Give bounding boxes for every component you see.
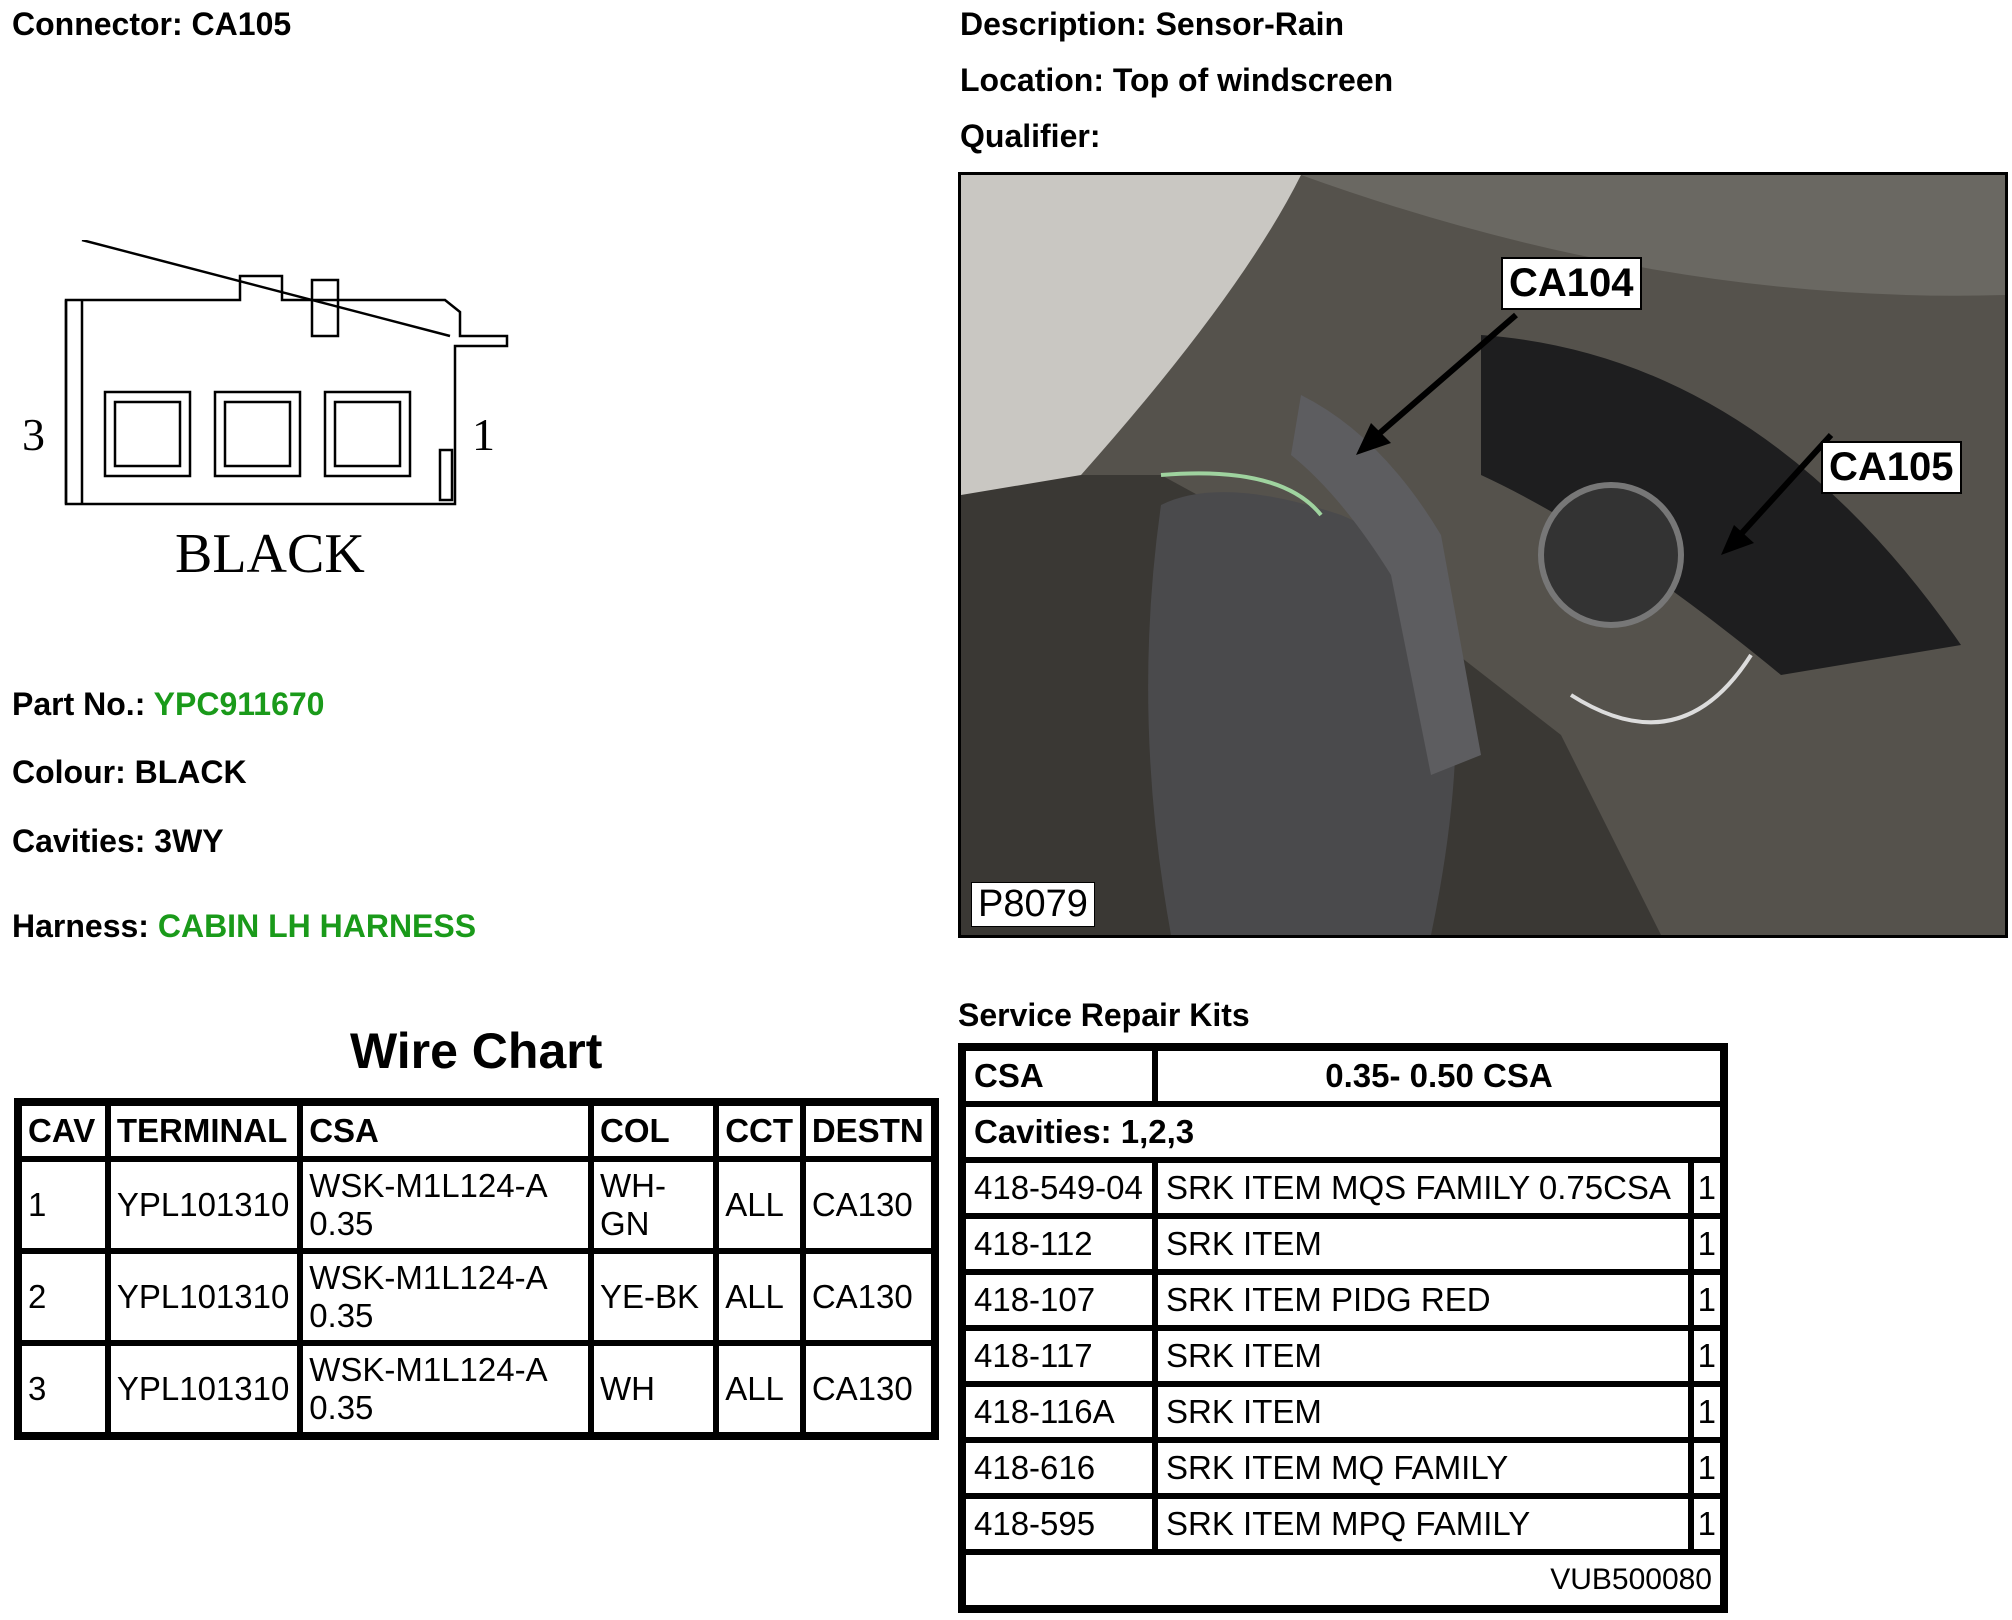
cavities-line (12, 823, 224, 860)
part-no-line (12, 686, 324, 723)
table-row (19, 1343, 934, 1435)
qualifier-label: Qualifier: (960, 118, 1101, 154)
srk-code: 418-117 (963, 1328, 1155, 1384)
connector-value: CA105 (191, 6, 292, 42)
table-row (963, 1160, 1723, 1216)
srk-cavities-row (963, 1104, 1723, 1160)
harness-line (12, 908, 476, 945)
pin-label-left: 3 (22, 409, 45, 460)
srk-code: 418-116A (963, 1384, 1155, 1440)
csa-line1: WSK-M1L124-A (309, 1167, 548, 1204)
srk-csa-value: 0.35- 0.50 CSA (1155, 1048, 1723, 1104)
colour-line (12, 754, 247, 791)
col-csa: CSA (300, 1103, 591, 1159)
csa-line2: 0.35 (309, 1297, 374, 1334)
cell-cav: 2 (19, 1251, 108, 1343)
cell-cav: 3 (19, 1343, 108, 1435)
harness-label: Harness: (12, 908, 149, 944)
part-no-label: Part No.: (12, 686, 146, 722)
srk-csa-row (963, 1048, 1723, 1104)
csa-line2: 0.35 (309, 1205, 374, 1242)
colour-value: BLACK (134, 754, 247, 790)
part-no-value: YPC911670 (153, 686, 325, 722)
srk-qty: 1 (1691, 1328, 1723, 1384)
description-line (960, 6, 1344, 43)
srk-qty: 1 (1691, 1496, 1723, 1552)
cell-cct: ALL (716, 1343, 803, 1435)
srk-qty: 1 (1691, 1160, 1723, 1216)
table-row (963, 1384, 1723, 1440)
wire-chart-header-row (19, 1103, 934, 1159)
col-cct: CCT (716, 1103, 803, 1159)
cell-destn: CA130 (803, 1251, 934, 1343)
srk-desc: SRK ITEM MQS FAMILY 0.75CSA (1155, 1160, 1691, 1216)
cell-destn: CA130 (803, 1343, 934, 1435)
wire-chart-table (14, 1098, 939, 1440)
colour-label: Colour: (12, 754, 126, 790)
srk-csa-label: CSA (963, 1048, 1155, 1104)
srk-desc: SRK ITEM MQ FAMILY (1155, 1440, 1691, 1496)
col-cav: CAV (19, 1103, 108, 1159)
col-terminal: TERMINAL (108, 1103, 300, 1159)
table-row (963, 1496, 1723, 1552)
connector-label: Connector: (12, 6, 183, 42)
csa-line1: WSK-M1L124-A (309, 1259, 548, 1296)
cell-cct: ALL (716, 1159, 803, 1251)
description-label: Description: (960, 6, 1147, 42)
col-line2: GN (599, 1205, 650, 1242)
srk-qty: 1 (1691, 1440, 1723, 1496)
table-row (19, 1251, 934, 1343)
location-label: Location: (960, 62, 1104, 98)
col-destn: DESTN (803, 1103, 934, 1159)
srk-table (958, 1043, 1728, 1613)
table-row (963, 1440, 1723, 1496)
srk-code: 418-595 (963, 1496, 1155, 1552)
csa-line2: 0.35 (309, 1389, 374, 1426)
cell-cct: ALL (716, 1251, 803, 1343)
srk-desc: SRK ITEM PIDG RED (1155, 1272, 1691, 1328)
cavity-1 (325, 392, 410, 476)
connector-drawing (10, 240, 530, 600)
cell-cav: 1 (19, 1159, 108, 1251)
table-row (963, 1328, 1723, 1384)
cell-terminal: YPL101310 (108, 1251, 300, 1343)
description-value: Sensor-Rain (1155, 6, 1345, 42)
cell-col (591, 1159, 716, 1251)
srk-desc: SRK ITEM (1155, 1328, 1691, 1384)
drawing-color-label: BLACK (175, 523, 365, 585)
srk-footer-row (963, 1552, 1723, 1608)
srk-desc: SRK ITEM MPQ FAMILY (1155, 1496, 1691, 1552)
srk-code: 418-549-04 (963, 1160, 1155, 1216)
srk-footer-code: VUB500080 (963, 1552, 1723, 1608)
photo-id: P8079 (971, 882, 1095, 927)
wire-chart-title: Wire Chart (350, 1023, 603, 1079)
col-line1: WH- (599, 1167, 666, 1204)
location-value: Top of windscreen (1112, 62, 1394, 98)
srk-title: Service Repair Kits (958, 997, 1250, 1033)
cell-destn: CA130 (803, 1159, 934, 1251)
srk-desc: SRK ITEM (1155, 1216, 1691, 1272)
srk-desc: SRK ITEM (1155, 1384, 1691, 1440)
table-row (963, 1272, 1723, 1328)
cell-csa (300, 1343, 591, 1435)
table-row (963, 1216, 1723, 1272)
photo-illustration (961, 175, 2005, 935)
cell-csa (300, 1159, 591, 1251)
srk-code: 418-616 (963, 1440, 1155, 1496)
harness-value: CABIN LH HARNESS (157, 908, 477, 944)
cell-terminal: YPL101310 (108, 1159, 300, 1251)
cavity-3 (105, 392, 190, 476)
table-row (19, 1159, 934, 1251)
location-line (960, 62, 1393, 99)
srk-qty: 1 (1691, 1384, 1723, 1440)
srk-qty: 1 (1691, 1216, 1723, 1272)
photo-label-ca105: CA105 (1821, 441, 1962, 494)
cavities-value: 3WY (154, 823, 224, 859)
srk-qty: 1 (1691, 1272, 1723, 1328)
srk-cavities: Cavities: 1,2,3 (963, 1104, 1723, 1160)
srk-code: 418-112 (963, 1216, 1155, 1272)
col-col: COL (591, 1103, 716, 1159)
connector-location-photo (958, 172, 2008, 938)
csa-line1: WSK-M1L124-A (309, 1351, 548, 1388)
connector-line (12, 6, 291, 43)
pin-label-right: 1 (472, 409, 495, 460)
cell-csa (300, 1251, 591, 1343)
cavities-label: Cavities: (12, 823, 146, 859)
srk-code: 418-107 (963, 1272, 1155, 1328)
cell-col: YE-BK (591, 1251, 716, 1343)
qualifier-line (960, 118, 1100, 155)
connector-latch (312, 280, 338, 336)
cell-terminal: YPL101310 (108, 1343, 300, 1435)
photo-label-ca104: CA104 (1501, 257, 1642, 310)
cavity-2 (215, 392, 300, 476)
cell-col: WH (591, 1343, 716, 1435)
